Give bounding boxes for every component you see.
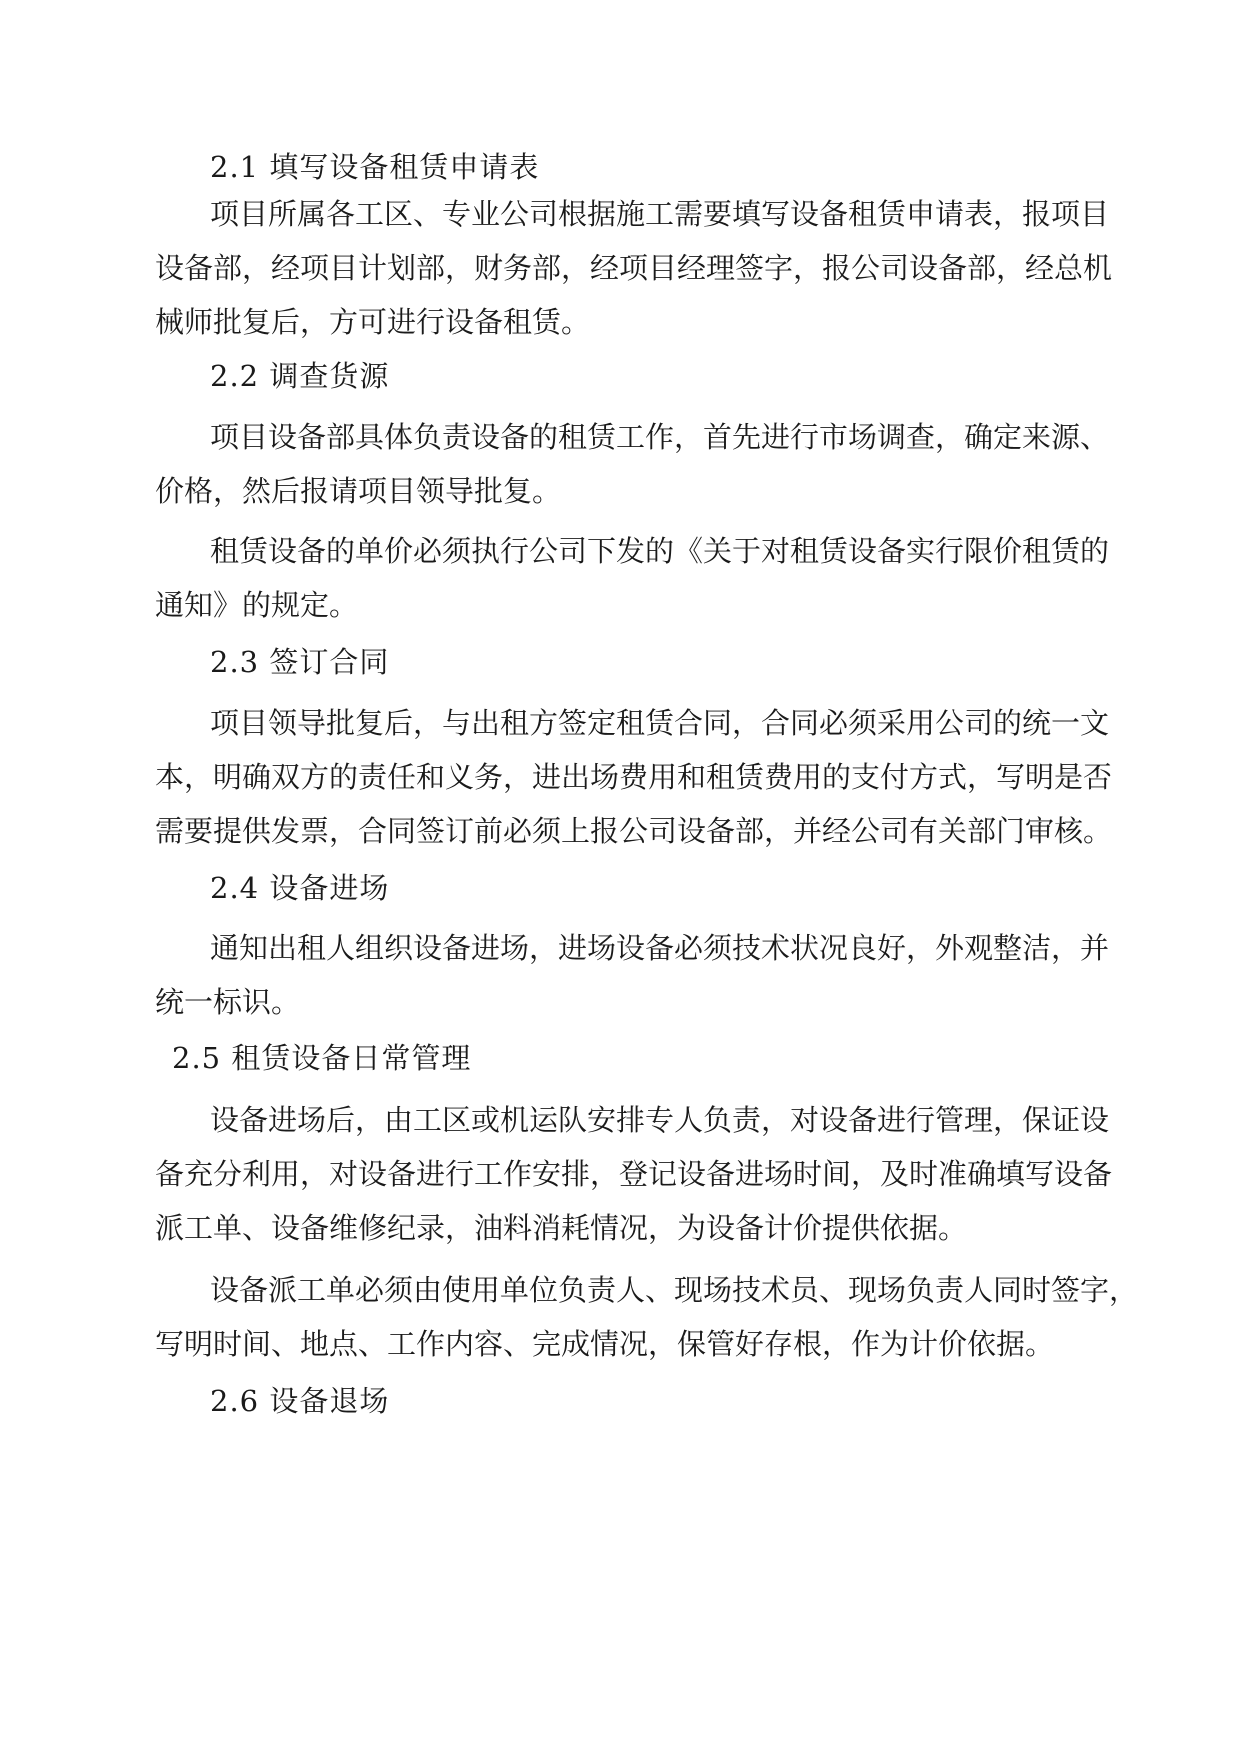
heading-text: 2.4 设备进场 [210, 871, 390, 905]
section-heading [172, 1034, 1132, 1082]
heading-text: 2.1 填写设备租赁申请表 [210, 150, 540, 184]
paragraph-line: 写明时间、地点、工作内容、完成情况，保管好存根，作为计价依据。 [155, 1327, 1055, 1361]
heading-text: 2.6 设备退场 [210, 1384, 390, 1418]
paragraph-line: 需要提供发票，合同签订前必须上报公司设备部，并经公司有关部门审核。 [155, 814, 1113, 848]
paragraph-line: 设备部，经项目计划部，财务部，经项目经理签字，报公司设备部，经总机 [155, 251, 1113, 285]
section-heading [210, 864, 1170, 912]
paragraph-line: 本，明确双方的责任和义务，进出场费用和租赁费用的支付方式，写明是否 [155, 760, 1113, 794]
heading-text: 2.2 调查货源 [210, 359, 390, 393]
paragraph-line: 设备派工单必须由使用单位负责人、现场技术员、现场负责人同时签字， [210, 1273, 1139, 1307]
paragraph [155, 190, 1115, 346]
paragraph-line: 统一标识。 [155, 985, 301, 1019]
paragraph [155, 527, 1115, 629]
paragraph-line: 通知》的规定。 [155, 588, 359, 622]
paragraph-line: 价格，然后报请项目领导批复。 [155, 474, 562, 508]
paragraph-line: 派工单、设备维修纪录，油料消耗情况，为设备计价提供依据。 [155, 1211, 968, 1245]
paragraph [155, 1266, 1139, 1368]
paragraph [155, 924, 1115, 1026]
paragraph [155, 1096, 1115, 1252]
paragraph [155, 699, 1115, 855]
paragraph-line: 械师批复后，方可进行设备租赁。 [155, 305, 591, 339]
paragraph-line: 租赁设备的单价必须执行公司下发的《关于对租赁设备实行限价租赁的 [210, 534, 1110, 568]
heading-text: 2.3 签订合同 [210, 645, 390, 679]
paragraph [155, 413, 1115, 515]
paragraph-line: 项目所属各工区、专业公司根据施工需要填写设备租赁申请表，报项目 [210, 197, 1110, 231]
paragraph-line: 设备进场后，由工区或机运队安排专人负责，对设备进行管理，保证设 [210, 1103, 1110, 1137]
paragraph-line: 通知出租人组织设备进场，进场设备必须技术状况良好，外观整洁，并 [210, 931, 1110, 965]
heading-text: 2.5 租赁设备日常管理 [172, 1041, 472, 1075]
paragraph-line: 项目设备部具体负责设备的租赁工作，首先进行市场调查，确定来源、 [210, 420, 1110, 454]
section-heading [210, 638, 1170, 686]
section-heading [210, 1377, 1170, 1425]
section-heading [210, 143, 1170, 191]
paragraph-line: 备充分利用，对设备进行工作安排，登记设备进场时间，及时准确填写设备 [155, 1157, 1113, 1191]
section-heading [210, 352, 1170, 400]
paragraph-line: 项目领导批复后，与出租方签定租赁合同，合同必须采用公司的统一文 [210, 706, 1110, 740]
